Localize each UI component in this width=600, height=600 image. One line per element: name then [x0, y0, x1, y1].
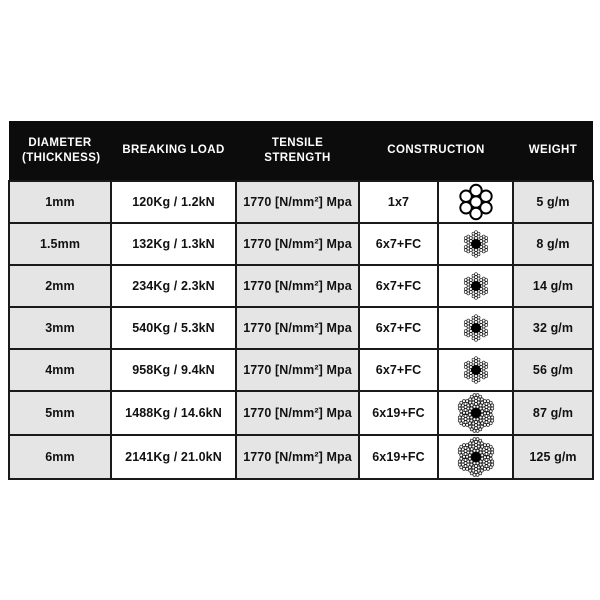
cell-diameter: 1.5mm [9, 223, 111, 265]
table-row [9, 391, 593, 435]
wire-rope-cross-section-icon [438, 265, 513, 307]
cell-construction: 6x7+FC [359, 223, 438, 265]
rope-cross-section-6x7-icon [459, 269, 493, 303]
cell-construction: 6x19+FC [359, 435, 438, 479]
table-row [9, 181, 593, 223]
cell-tensile-strength: 1770 [N/mm²] Mpa [236, 223, 359, 265]
header-tensile-strength: TENSILE STRENGTH [236, 121, 359, 181]
wire-rope-cross-section-icon [438, 391, 513, 435]
cell-construction: 6x7+FC [359, 349, 438, 391]
rope-cross-section-6x19-icon [455, 392, 497, 434]
wire-rope-cross-section-icon [438, 349, 513, 391]
wire-rope-spec-table [8, 121, 594, 480]
cell-construction: 6x7+FC [359, 307, 438, 349]
cell-construction: 1x7 [359, 181, 438, 223]
cell-tensile-strength: 1770 [N/mm²] Mpa [236, 349, 359, 391]
cell-breaking-load: 132Kg / 1.3kN [111, 223, 236, 265]
cell-diameter: 5mm [9, 391, 111, 435]
header-row [9, 121, 593, 181]
header-breaking-load: BREAKING LOAD [111, 121, 236, 181]
cell-breaking-load: 1488Kg / 14.6kN [111, 391, 236, 435]
cell-construction: 6x7+FC [359, 265, 438, 307]
cell-diameter: 6mm [9, 435, 111, 479]
cell-diameter: 3mm [9, 307, 111, 349]
table-row [9, 307, 593, 349]
cell-breaking-load: 2141Kg / 21.0kN [111, 435, 236, 479]
cell-weight: 5 g/m [513, 181, 593, 223]
cell-weight: 32 g/m [513, 307, 593, 349]
cell-weight: 14 g/m [513, 265, 593, 307]
rope-cross-section-1x7-icon [456, 182, 496, 222]
table-row [9, 435, 593, 479]
header-weight: WEIGHT [513, 121, 593, 181]
cell-diameter: 2mm [9, 265, 111, 307]
table-row [9, 349, 593, 391]
cell-construction: 6x19+FC [359, 391, 438, 435]
table-row [9, 265, 593, 307]
cell-weight: 87 g/m [513, 391, 593, 435]
header-diameter: DIAMETER (THICKNESS) [9, 121, 111, 181]
cell-tensile-strength: 1770 [N/mm²] Mpa [236, 307, 359, 349]
cell-weight: 8 g/m [513, 223, 593, 265]
cell-tensile-strength: 1770 [N/mm²] Mpa [236, 391, 359, 435]
cell-tensile-strength: 1770 [N/mm²] Mpa [236, 265, 359, 307]
cell-tensile-strength: 1770 [N/mm²] Mpa [236, 181, 359, 223]
cell-breaking-load: 120Kg / 1.2kN [111, 181, 236, 223]
wire-rope-cross-section-icon [438, 223, 513, 265]
rope-cross-section-6x7-icon [459, 311, 493, 345]
cell-weight: 56 g/m [513, 349, 593, 391]
wire-rope-cross-section-icon [438, 307, 513, 349]
table-row [9, 223, 593, 265]
wire-rope-cross-section-icon [438, 435, 513, 479]
header-construction: CONSTRUCTION [359, 121, 513, 181]
cell-weight: 125 g/m [513, 435, 593, 479]
wire-rope-cross-section-icon [438, 181, 513, 223]
rope-cross-section-6x7-icon [459, 227, 493, 261]
cell-tensile-strength: 1770 [N/mm²] Mpa [236, 435, 359, 479]
specs-table [8, 121, 594, 480]
rope-cross-section-6x7-icon [459, 353, 493, 387]
cell-breaking-load: 540Kg / 5.3kN [111, 307, 236, 349]
cell-diameter: 1mm [9, 181, 111, 223]
cell-diameter: 4mm [9, 349, 111, 391]
cell-breaking-load: 958Kg / 9.4kN [111, 349, 236, 391]
cell-breaking-load: 234Kg / 2.3kN [111, 265, 236, 307]
rope-cross-section-6x19-icon [455, 436, 497, 478]
